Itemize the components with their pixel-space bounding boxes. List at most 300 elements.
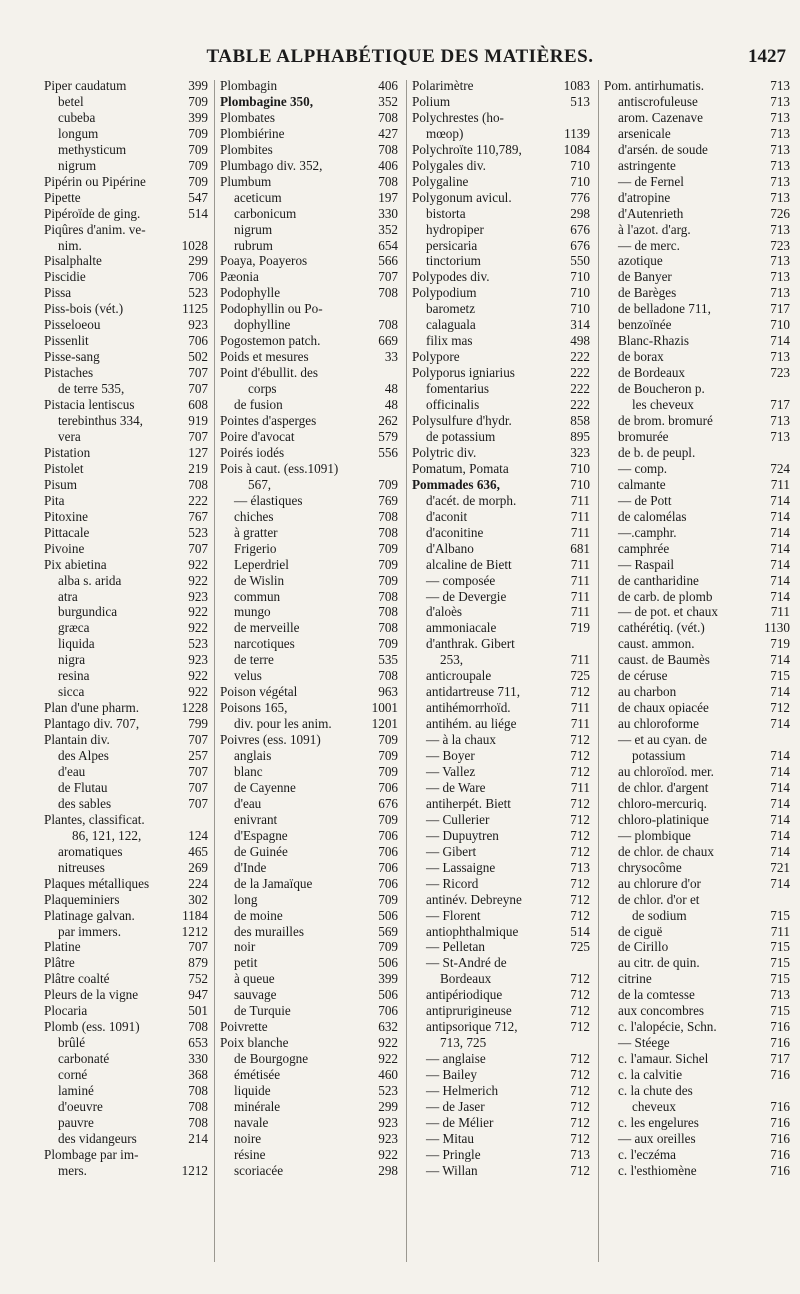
entry-term: Pissa [44, 285, 72, 301]
entry-page-ref [587, 636, 590, 652]
entry-term: nigrum [58, 157, 97, 173]
entry-term: nim. [58, 237, 82, 253]
index-entry [220, 1067, 398, 1083]
entry-page-ref: 922 [188, 620, 208, 636]
entry-term: anglais [234, 748, 272, 764]
index-entry [220, 796, 398, 812]
entry-term: de Wislin [234, 572, 285, 588]
entry-term: d'aconitine [426, 524, 484, 540]
entry-term: des murailles [234, 923, 304, 939]
entry-term: de brom. bromuré [618, 413, 713, 429]
entry-page-ref: 711 [570, 508, 590, 524]
entry-term: Plaqueminiers [44, 891, 120, 907]
index-entry [44, 174, 208, 190]
index-entry [604, 1035, 790, 1051]
entry-term: Polypore [412, 349, 460, 365]
index-entry [44, 413, 208, 429]
index-entry [44, 1131, 208, 1147]
entry-page-ref: 714 [770, 748, 790, 764]
entry-term: de Flutau [58, 779, 108, 795]
index-entry [44, 78, 208, 94]
entry-page-ref [395, 365, 398, 381]
entry-term: à gratter [234, 524, 278, 540]
entry-term: Pointes d'asperges [220, 413, 317, 429]
entry-page-ref: 708 [188, 1099, 208, 1114]
index-entry [604, 924, 790, 940]
index-entry [604, 397, 790, 413]
index-entry [412, 253, 590, 269]
entry-page-ref: 708 [378, 604, 398, 620]
entry-term: citrine [618, 971, 652, 987]
entry-page-ref: 922 [188, 684, 208, 700]
entry-page-ref: 713 [770, 221, 790, 237]
entry-page-ref: 714 [770, 875, 790, 891]
index-entry [44, 269, 208, 285]
entry-page-ref: 708 [378, 109, 398, 125]
entry-page-ref: 713 [570, 1146, 590, 1162]
entry-page-ref: 963 [378, 684, 398, 700]
entry-page-ref: 514 [188, 205, 208, 221]
entry-page-ref: 707 [188, 763, 208, 779]
entry-page-ref: 709 [378, 891, 398, 907]
entry-term: antihémorrhoïd. [426, 700, 511, 716]
entry-page-ref: 723 [770, 365, 790, 381]
index-entry [220, 78, 398, 94]
entry-page-ref: 399 [188, 109, 208, 125]
index-entry [412, 828, 590, 844]
entry-page-ref: 709 [188, 173, 208, 189]
index-entry [220, 732, 398, 748]
index-entry [44, 445, 208, 461]
entry-term: d'aloès [426, 604, 463, 620]
entry-term: bistorta [426, 205, 466, 221]
entry-page-ref: 262 [378, 413, 398, 429]
index-entry [604, 1131, 790, 1147]
entry-term: à queue [234, 971, 275, 987]
index-entry [412, 668, 590, 684]
entry-term: — élastiques [234, 492, 303, 508]
index-entry [412, 860, 590, 876]
entry-page-ref: 714 [770, 333, 790, 349]
entry-page-ref: 1125 [182, 301, 208, 317]
entry-page-ref: 713 [770, 173, 790, 189]
index-entry [604, 253, 790, 269]
entry-term: Pois à caut. (ess.1091) [220, 460, 339, 476]
entry-page-ref: 708 [378, 524, 398, 540]
index-entry [604, 716, 790, 732]
entry-term: pauvre [58, 1114, 94, 1130]
entry-term: de terre [234, 652, 274, 668]
entry-term: Platinage galvan. [44, 907, 135, 923]
index-entry [604, 509, 790, 525]
entry-page-ref: 257 [188, 748, 208, 764]
entry-page-ref: 922 [378, 1051, 398, 1067]
entry-page-ref: 1184 [182, 907, 208, 923]
index-entry [220, 748, 398, 764]
entry-page-ref: 368 [188, 1067, 208, 1083]
entry-page-ref: 1228 [181, 700, 208, 716]
index-entry [220, 493, 398, 509]
entry-page-ref: 298 [378, 1162, 398, 1178]
entry-term: des Alpes [58, 748, 109, 764]
index-entry [412, 1115, 590, 1131]
index-entry [44, 110, 208, 126]
index-entry [604, 844, 790, 860]
index-entry [604, 636, 790, 652]
index-entry [44, 636, 208, 652]
entry-term: — et au cyan. de [618, 732, 707, 748]
index-entry [412, 445, 590, 461]
index-entry [220, 700, 398, 716]
entry-term: c. les engelures [618, 1114, 699, 1130]
index-entry [412, 78, 590, 94]
index-entry [220, 253, 398, 269]
entry-term: barometz [426, 301, 476, 317]
entry-term: de Banyer [618, 269, 672, 285]
entry-page-ref: 923 [188, 652, 208, 668]
entry-term: Polychrestes (ho- [412, 109, 504, 125]
entry-page-ref: 712 [570, 684, 590, 700]
entry-page-ref: 714 [770, 795, 790, 811]
entry-term: — de merc. [618, 237, 680, 253]
entry-term: noire [234, 1130, 262, 1146]
entry-page-ref: 716 [770, 1130, 790, 1146]
entry-page-ref: 514 [570, 923, 590, 939]
entry-term: aceticum [234, 189, 282, 205]
index-entry [604, 860, 790, 876]
entry-page-ref: 721 [770, 859, 790, 875]
entry-page-ref [587, 1035, 590, 1051]
entry-page-ref: 708 [378, 173, 398, 189]
entry-page-ref: 707 [188, 939, 208, 955]
entry-term: Plombagin [220, 78, 278, 93]
entry-term: Poaya, Poayeros [220, 253, 308, 269]
entry-term: de chlor. de chaux [618, 843, 714, 859]
index-entry [220, 301, 398, 317]
index-entry [604, 94, 790, 110]
entry-page-ref: 709 [378, 811, 398, 827]
entry-term: de carb. de plomb [618, 588, 713, 604]
entry-term: sauvage [234, 987, 277, 1003]
index-entry [604, 987, 790, 1003]
entry-page-ref: 858 [570, 413, 590, 429]
index-entry [44, 1019, 208, 1035]
entry-page-ref: 712 [570, 1130, 590, 1146]
index-entry [44, 493, 208, 509]
entry-term: de merveille [234, 620, 300, 636]
index-entry [220, 269, 398, 285]
index-entry [220, 413, 398, 429]
index-entry [604, 604, 790, 620]
index-entry [220, 955, 398, 971]
index-entry [44, 684, 208, 700]
entry-page-ref: 427 [378, 125, 398, 141]
entry-term: Plantes, classificat. [44, 811, 145, 827]
entry-term: d'eau [58, 763, 86, 779]
entry-term: narcotiques [234, 636, 295, 652]
index-entry [220, 604, 398, 620]
entry-term: émétisée [234, 1067, 281, 1083]
index-entry [412, 158, 590, 174]
entry-page-ref: 708 [378, 285, 398, 301]
entry-page-ref [787, 1083, 790, 1099]
entry-page-ref: 302 [188, 891, 208, 907]
entry-page-ref: 712 [570, 971, 590, 987]
entry-page-ref: 219 [188, 460, 208, 476]
index-entry [44, 285, 208, 301]
entry-term: Pipérin ou Pipérine [44, 173, 146, 189]
entry-term: Pisseloeou [44, 317, 101, 333]
entry-term: de Bourgogne [234, 1051, 309, 1067]
index-entry [412, 493, 590, 509]
index-entry [44, 828, 208, 844]
index-entry [412, 1035, 590, 1051]
entry-term: aromatiques [58, 843, 123, 859]
index-entry [604, 126, 790, 142]
entry-page-ref: 330 [188, 1051, 208, 1067]
entry-page-ref: 502 [188, 349, 208, 365]
entry-term: enivrant [234, 811, 278, 827]
entry-term: Platine [44, 939, 81, 955]
index-entry [412, 844, 590, 860]
index-entry [412, 1003, 590, 1019]
entry-page-ref: 714 [770, 779, 790, 795]
index-entry [44, 987, 208, 1003]
entry-term: Plumbum [220, 173, 272, 189]
entry-page-ref: 709 [378, 540, 398, 556]
index-entry [412, 892, 590, 908]
index-entry [44, 573, 208, 589]
entry-term: au charbon [618, 684, 677, 700]
entry-term: de Barèges [618, 285, 677, 301]
entry-term: Pitoxine [44, 508, 88, 524]
entry-term: alba s. arida [58, 572, 122, 588]
entry-page-ref: 710 [770, 317, 790, 333]
index-entry [44, 892, 208, 908]
entry-term: carbonicum [234, 205, 297, 221]
entry-page-ref [787, 445, 790, 461]
column-divider [406, 80, 407, 1262]
entry-page-ref: 222 [570, 397, 590, 413]
entry-term: Piper caudatum [44, 78, 127, 93]
index-entry [44, 253, 208, 269]
entry-term: Poisons 165, [220, 700, 288, 716]
index-entry [44, 525, 208, 541]
entry-page-ref: 222 [570, 349, 590, 365]
entry-page-ref: 706 [188, 333, 208, 349]
index-entry [44, 1003, 208, 1019]
index-entry [44, 971, 208, 987]
entry-page-ref: 709 [378, 572, 398, 588]
entry-term: Plombiérine [220, 125, 285, 141]
entry-page-ref: 708 [188, 1114, 208, 1130]
entry-term: — de pot. et chaux [618, 604, 718, 620]
index-entry [44, 700, 208, 716]
index-entry [44, 509, 208, 525]
entry-page-ref: 709 [378, 732, 398, 748]
entry-page-ref: 710 [570, 157, 590, 173]
entry-term: Polytric div. [412, 444, 477, 460]
entry-term: — Helmerich [426, 1083, 499, 1099]
entry-page-ref: 708 [188, 476, 208, 492]
index-entry [44, 126, 208, 142]
index-entry [412, 908, 590, 924]
entry-page-ref: 579 [378, 428, 398, 444]
entry-page-ref: 708 [378, 668, 398, 684]
index-entry [604, 110, 790, 126]
index-entry [604, 955, 790, 971]
index-entry [604, 668, 790, 684]
entry-page-ref: 713 [770, 93, 790, 109]
entry-term: — Florent [426, 907, 481, 923]
entry-term: Pæonia [220, 269, 259, 285]
entry-term: commun [234, 588, 281, 604]
index-entry [220, 477, 398, 493]
entry-page-ref: 716 [770, 1099, 790, 1114]
entry-term: de la comtesse [618, 987, 695, 1003]
index-entry [604, 589, 790, 605]
entry-term: Polygales div. [412, 157, 486, 173]
entry-page-ref: 713 [770, 109, 790, 125]
index-entry [604, 764, 790, 780]
entry-term: d'Espagne [234, 827, 288, 843]
index-entry [220, 238, 398, 254]
index-entry [220, 381, 398, 397]
entry-page-ref: 299 [378, 1099, 398, 1114]
index-entry [44, 1083, 208, 1099]
entry-page-ref: 711 [570, 588, 590, 604]
entry-term: de Turquie [234, 1003, 291, 1019]
entry-term: 86, 121, 122, [72, 827, 142, 843]
index-entry [220, 158, 398, 174]
entry-term: astringente [618, 157, 676, 173]
entry-page-ref: 879 [188, 955, 208, 971]
entry-page-ref: 1028 [181, 237, 208, 253]
entry-term: scoriacée [234, 1162, 284, 1178]
entry-page-ref: 506 [378, 955, 398, 971]
entry-page-ref [787, 381, 790, 397]
entry-term: des sables [58, 795, 112, 811]
entry-page-ref: 214 [188, 1130, 208, 1146]
index-entry [44, 1099, 208, 1115]
entry-page-ref: 713 [770, 253, 790, 269]
entry-term: mungo [234, 604, 271, 620]
index-entry [412, 1131, 590, 1147]
entry-page-ref: 1212 [181, 923, 208, 939]
index-entry [604, 796, 790, 812]
index-entry [220, 142, 398, 158]
entry-page-ref: 299 [188, 253, 208, 269]
entry-page-ref: 713 [770, 78, 790, 93]
entry-page-ref: 725 [570, 939, 590, 955]
entry-term: Polygonum avicul. [412, 189, 512, 205]
index-entry [220, 620, 398, 636]
index-entry [604, 1051, 790, 1067]
entry-page-ref: 714 [770, 827, 790, 843]
entry-page-ref: 710 [570, 269, 590, 285]
entry-page-ref: 708 [378, 620, 398, 636]
index-entry [220, 668, 398, 684]
index-column-3 [412, 78, 590, 1179]
entry-page-ref: 708 [378, 317, 398, 333]
index-entry [412, 652, 590, 668]
entry-term: d'Inde [234, 859, 267, 875]
entry-term: ammoniacale [426, 620, 497, 636]
index-entry [604, 892, 790, 908]
index-entry [220, 365, 398, 381]
entry-term: Plombagine 350, [220, 93, 314, 109]
entry-term: par immers. [58, 923, 121, 939]
entry-term: alcaline de Biett [426, 556, 512, 572]
index-entry [604, 1099, 790, 1115]
entry-page-ref: 127 [188, 444, 208, 460]
entry-term: d'arsén. de soude [618, 141, 708, 157]
index-entry [44, 1115, 208, 1131]
entry-page-ref: 323 [570, 444, 590, 460]
entry-page-ref: 653 [188, 1035, 208, 1051]
entry-page-ref: 498 [570, 333, 590, 349]
index-entry [412, 1099, 590, 1115]
entry-page-ref: 711 [770, 923, 790, 939]
entry-term: d'oeuvre [58, 1099, 103, 1114]
entry-page-ref: 707 [188, 732, 208, 748]
index-entry [412, 924, 590, 940]
entry-page-ref: 706 [378, 827, 398, 843]
entry-term: arsenicale [618, 125, 671, 141]
index-entry [604, 828, 790, 844]
index-entry [604, 876, 790, 892]
index-entry [412, 301, 590, 317]
entry-page-ref: 706 [378, 875, 398, 891]
index-entry [604, 381, 790, 397]
entry-term: à l'azot. d'arg. [618, 221, 691, 237]
index-column-4 [604, 78, 790, 1179]
entry-page-ref: 712 [570, 907, 590, 923]
entry-page-ref: 714 [770, 556, 790, 572]
index-entry [412, 142, 590, 158]
entry-page-ref: 535 [378, 652, 398, 668]
entry-page-ref: 654 [378, 237, 398, 253]
page-header [0, 46, 800, 74]
index-entry [604, 333, 790, 349]
entry-page-ref: 776 [570, 189, 590, 205]
entry-term: — Stéege [618, 1035, 670, 1051]
entry-term: Poids et mesures [220, 349, 309, 365]
index-entry [220, 652, 398, 668]
index-entry [44, 557, 208, 573]
index-entry [44, 620, 208, 636]
entry-term: atra [58, 588, 78, 604]
entry-term: Polysulfure d'hydr. [412, 413, 512, 429]
index-entry [604, 222, 790, 238]
index-entry [44, 652, 208, 668]
entry-page-ref: 712 [570, 1051, 590, 1067]
index-entry [220, 206, 398, 222]
index-entry [604, 142, 790, 158]
index-entry [220, 190, 398, 206]
entry-term: — aux oreilles [618, 1130, 696, 1146]
entry-page-ref: 707 [188, 779, 208, 795]
index-entry [44, 349, 208, 365]
index-entry [220, 349, 398, 365]
index-entry [412, 796, 590, 812]
index-entry [220, 939, 398, 955]
index-entry [412, 365, 590, 381]
index-entry [44, 397, 208, 413]
index-entry [220, 780, 398, 796]
index-entry [44, 812, 208, 828]
entry-page-ref: 714 [770, 572, 790, 588]
